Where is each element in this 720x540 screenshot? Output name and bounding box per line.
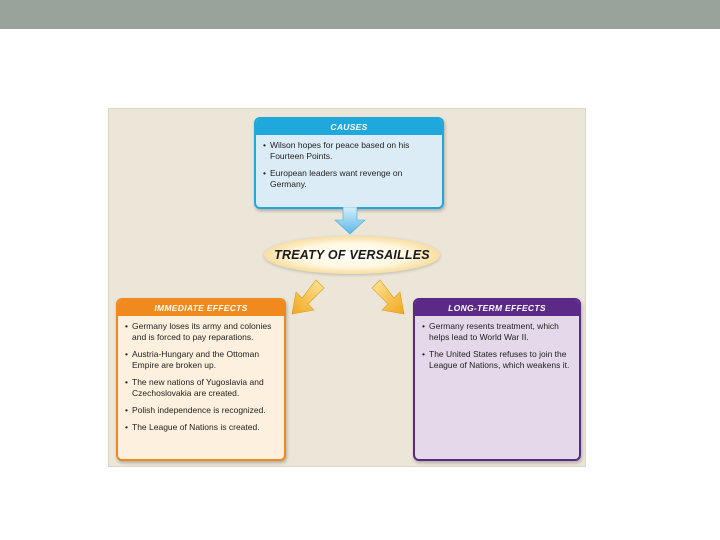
long-term-effects-box	[413, 298, 581, 461]
long-term-effects-item: • The United States refuses to join the League of Nations, which weakens it.	[422, 349, 572, 371]
immediate-effects-item: • Austria-Hungary and the Ottoman Empire are broken up.	[125, 349, 277, 371]
causes-header: CAUSES	[256, 119, 442, 135]
immediate-effects-list	[118, 316, 284, 443]
immediate-effects-item: • The new nations of Yugoslavia and Czechoslovakia are created.	[125, 377, 277, 399]
long-term-effects-header: LONG-TERM EFFECTS	[415, 300, 579, 316]
down-left-arrow-icon	[286, 278, 326, 318]
causes-list	[256, 135, 442, 200]
immediate-effects-item: • Polish independence is recognized.	[125, 405, 277, 416]
treaty-label: TREATY OF VERSAILLES	[264, 236, 440, 274]
causes-item: • Wilson hopes for peace based on his Fourteen Points.	[263, 140, 435, 162]
immediate-effects-item: • Germany loses its army and colonies and is forced to pay reparations.	[125, 321, 277, 343]
down-arrow-icon	[334, 207, 366, 235]
cause-effect-diagram	[108, 108, 586, 467]
long-term-effects-item: • Germany resents treatment, which helps lead to World War II.	[422, 321, 572, 343]
causes-item: • European leaders want revenge on Germany.	[263, 168, 435, 190]
long-term-effects-list	[415, 316, 579, 381]
causes-box	[254, 117, 444, 209]
immediate-effects-item: • The League of Nations is created.	[125, 422, 277, 433]
immediate-effects-box	[116, 298, 286, 461]
down-right-arrow-icon	[370, 278, 410, 318]
immediate-effects-header: IMMEDIATE EFFECTS	[118, 300, 284, 316]
top-title-bar	[0, 0, 720, 29]
